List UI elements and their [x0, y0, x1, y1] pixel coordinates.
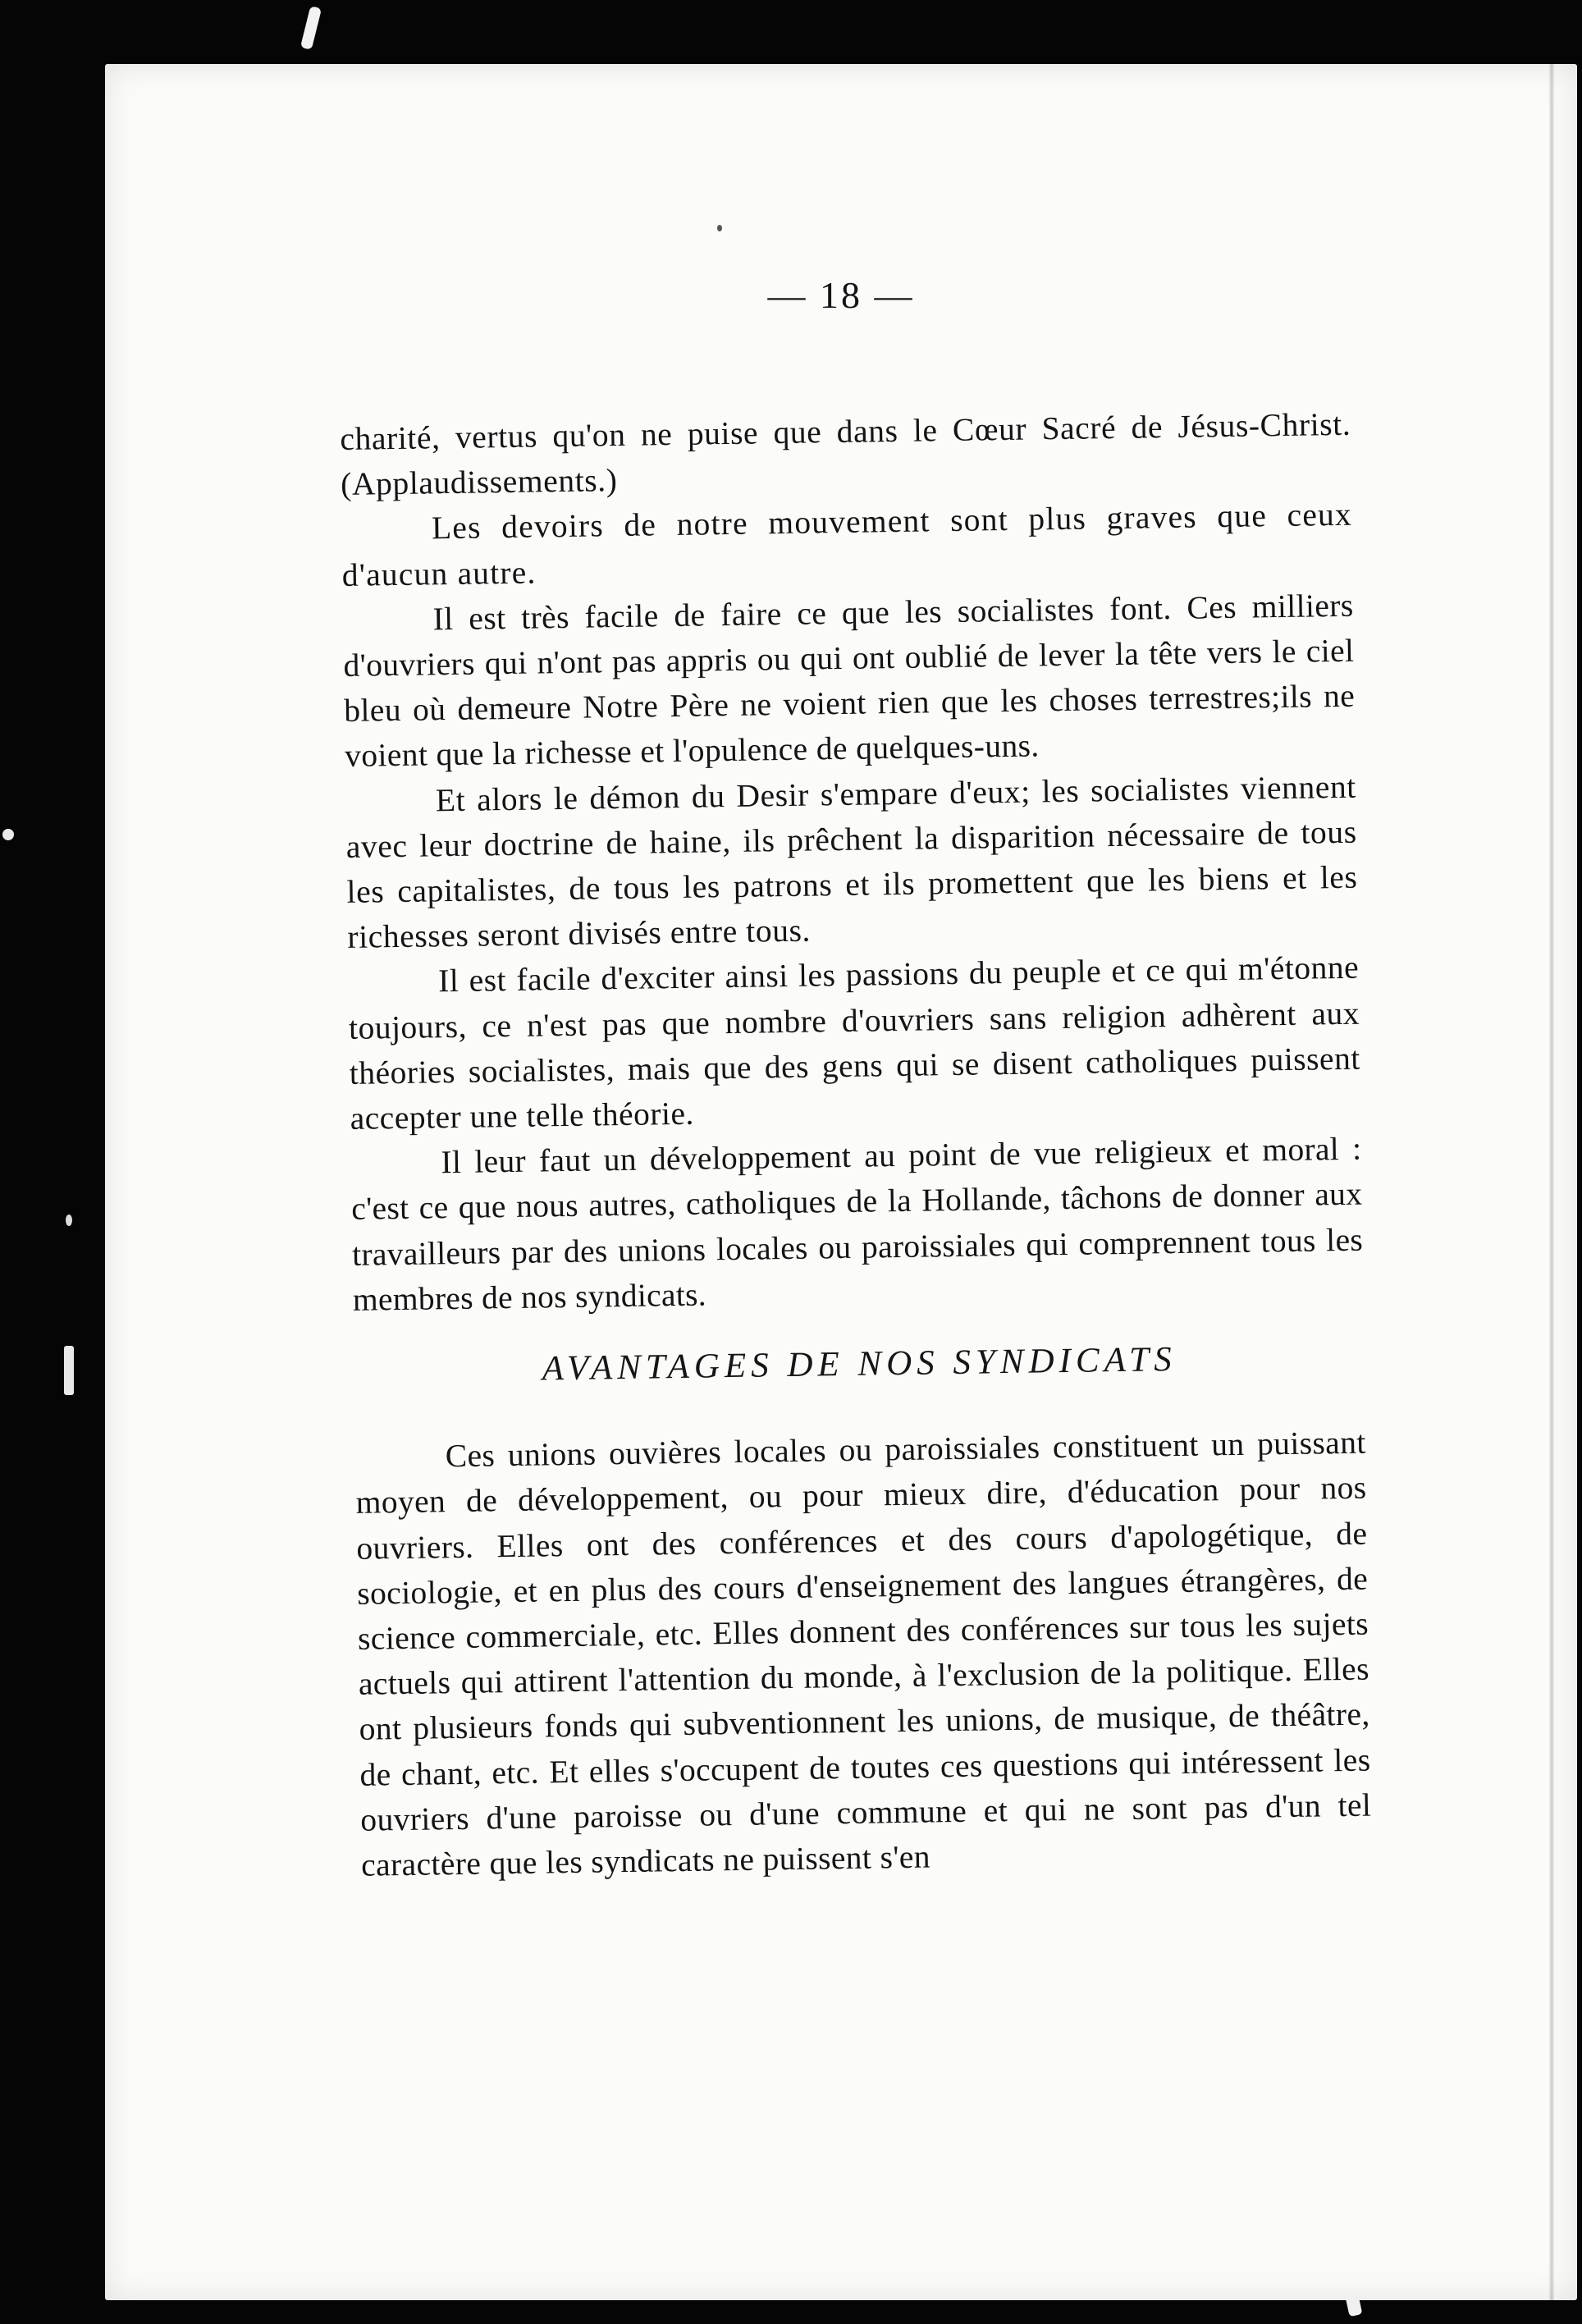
page-number: — 18 — — [767, 274, 915, 316]
paragraph-3: Il est très facile de faire ce que les socialistes font. Ces milliers d'ouvriers qui n'ont pas appris ou qui ont oublié de lever la tête vers le ciel bleu où demeure Notre Père ne voient rien que les choses terrestres;ils ne voient que la richesse et l'opulence de quelques-uns. — [343, 587, 1356, 775]
scan-speck — [2, 829, 14, 840]
paragraph-7: Ces unions ouvières locales ou paroissiales constituent un puissant moyen de développement, ou pour mieux dire, d'éducation pour nos ouvriers. Elles ont des conférences et des cours d'apologétique, de sociologie, et en plus des cours d'enseignement des langues étrangères, de science commerciale, etc. Elles donnent des conférences sur tous les sujets actuels qui attirent l'attention du monde, à l'exclusion de la politique. Elles ont plusieurs fonds qui subventionnent les unions, de musique, de théâtre, de chant, etc. Et elles s'occupent de toutes ces questions qui intéressent les ouvriers d'une paroisse ou d'une commune et qui ne sont pas d'un tel caractère que les syndicats ne puissent s'en — [355, 1424, 1372, 1883]
page-mark — [717, 225, 722, 231]
section-heading: AVANTAGES DE NOS SYNDICATS — [542, 1340, 1177, 1388]
body-text — [340, 402, 1372, 1888]
scan-speck — [300, 6, 322, 50]
paragraph-6: Il leur faut un développement au point de vue religieux et moral : c'est ce que nous autres, catholiques de la Hollande, tâchons de donner aux travailleurs par des unions locales ou paroissiales qui comprennent tous les membres de nos syndicats. — [350, 1130, 1364, 1318]
paragraph-4: Et alors le démon du Desir s'empare d'eux; les socialistes viennent avec leur doctrine de haine, ils prêchent la disparition nécessaire de tous les capitalistes, de tous les patrons et ils promettent que les biens et les richesses seront divisés entre tous. — [345, 768, 1358, 956]
paragraph-5: Il est facile d'exciter ainsi les passions du peuple et ce qui m'étonne toujours, ce n'est pas que nombre d'ouvriers sans religion adhèrent aux théories socialistes, mais que des gens qui se disent catholiques puissent accepter une telle théorie. — [348, 949, 1361, 1137]
document-page — [105, 64, 1577, 2300]
paragraph-1: charité, vertus qu'on ne puise que dans le Cœur Sacré de Jésus-Christ. (Applaudissements.) — [340, 405, 1351, 503]
scan-speck — [64, 1346, 74, 1395]
page-fold-edge — [1549, 64, 1554, 2300]
scan-speck — [66, 1215, 72, 1226]
paragraph-2: Les devoirs de notre mouvement sont plus graves que ceux d'aucun autre. — [341, 496, 1353, 593]
